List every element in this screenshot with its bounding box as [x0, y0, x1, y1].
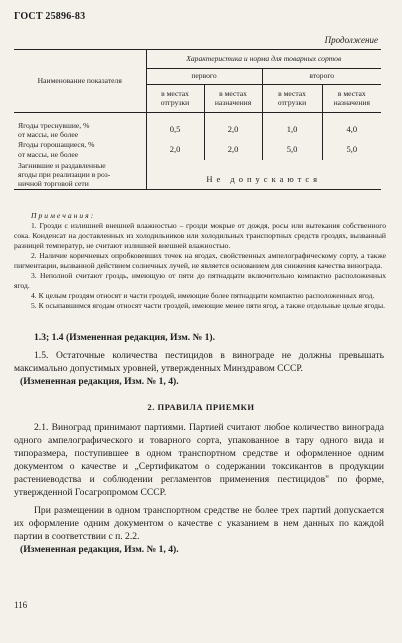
table-row [14, 140, 381, 160]
paragraph: При размещении в одном транспортном средстве не более трех партий допускается их оформление одним документом о качестве с указанием в нем данных по каждой партии в соответствии с п. 2.2. [14, 505, 384, 543]
note-item: 5. К осыпавшимся ягодам относят части гроздей, имеющие менее пяти ягод, а также отдельные целые ягоды. [31, 301, 386, 311]
subheader-destination-1: в местах назначения [204, 85, 262, 113]
table-cell: 0,5 [146, 121, 204, 140]
notes-title: Примечания: [31, 211, 96, 220]
standard-code: ГОСТ 25896-83 [14, 11, 86, 22]
section-title: 2. ПРАВИЛА ПРИЕМКИ [147, 402, 255, 412]
table-row [14, 121, 381, 140]
table-cell: 5,0 [262, 140, 322, 160]
row-label: Загнившие и раздавленные ягоды при реализации в роз- ничной торговой сети [14, 160, 146, 190]
note-item: 2. Наличие коричневых опробковевших точек на ягодах, свойственных ампелографическому сорту, а также пигментации, вызванной действием солнечных лучей, не является основанием для снижения качества винограда. [14, 251, 386, 271]
amendment-note: (Измененная редакция, Изм. № 1, 4). [20, 544, 179, 556]
table-row [14, 160, 381, 190]
subheader-shipment-1: в местах отгрузки [146, 85, 204, 113]
note-item: 1. Грозди с излишней внешней влажностью – грозди мокрые от дождя, росы или вытекания собственного сока. Конденсат на доставленных из холодильников или холодильных транспортных средств гроздях, вызванный разницей температур, не считают излишней внешней влажностью. [14, 221, 386, 251]
amendment-note: (Измененная редакция, Изм. № 1, 4). [20, 376, 179, 388]
spec-table [14, 49, 381, 190]
continuation-label: Продолжение [324, 35, 378, 45]
param-column-header: Наименование показателя [14, 50, 146, 113]
paragraph: 2.1. Виноград принимают партиями. Партией считают любое количество винограда одного ампелографического и товарного сорта, упакованное в тару одного вида и типоразмера, поступившее в одном транспортном средстве и оформленное одним документом о качестве и „Сертификатом о содержании токсикантов в продукции растениеводства и соблюдении регламентов применения пестицидов" по форме, утвержденной Госагропромом СССР. [14, 422, 384, 499]
subheader-destination-2: в местах назначения [322, 85, 381, 113]
table-cell: 2,0 [146, 140, 204, 160]
row-label: Ягоды треснувшие, % от массы, не более [18, 120, 90, 139]
table-cell: 2,0 [204, 121, 262, 140]
table-cell: 2,0 [204, 140, 262, 160]
page-number: 116 [14, 600, 28, 610]
amendment-note: 1.3; 1.4 (Измененная редакция, Изм. № 1). [34, 332, 216, 343]
grade-second-header: второго [262, 69, 381, 85]
subheader-shipment-2: в местах отгрузки [262, 85, 322, 113]
notes-block [14, 211, 386, 311]
row-label: Ягоды горошащиеся, % от массы, не более [18, 140, 95, 159]
note-item: 4. К целым гроздям относят и части гроздей, имеющие более пятнадцати компактно расположенных ягод. [31, 291, 375, 301]
table-cell: 1,0 [262, 121, 322, 140]
table-cell: 5,0 [322, 140, 381, 160]
char-header: Характеристика и норма для товарных сортов [146, 50, 381, 69]
amendments-block [14, 331, 384, 388]
table-cell: 4,0 [322, 121, 381, 140]
grade-first-header: первого [146, 69, 262, 85]
note-item: 3. Неполной считают гроздь, имеющую от пяти до пятнадцати включительно компактно расположенных ягод. [14, 271, 386, 291]
paragraph: 1.5. Остаточные количества пестицидов в винограде не должны превышать максимально допустимых уровней, утвержденных Минздравом СССР. [14, 350, 384, 375]
section-body [14, 421, 384, 556]
not-allowed-cell: Не допускаются [146, 160, 381, 190]
